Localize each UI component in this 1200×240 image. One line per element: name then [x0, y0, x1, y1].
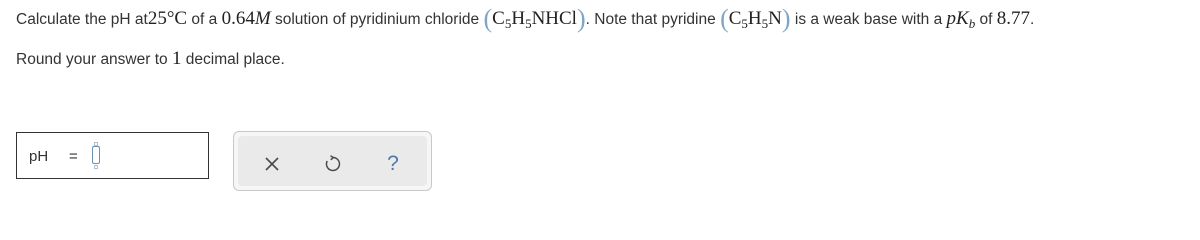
salt-h-sub: 5 [525, 16, 532, 31]
answer-label: pH [29, 148, 49, 165]
left-paren: ( [483, 4, 493, 33]
question-solution-text: solution of pyridinium chloride [270, 11, 484, 28]
base-formula [729, 8, 782, 30]
question-intro: Calculate the pH at [16, 11, 148, 28]
left-paren-2: ( [720, 4, 729, 33]
base-c: C [728, 8, 742, 29]
answer-input-box[interactable] [16, 132, 209, 179]
x-icon [264, 156, 280, 172]
right-paren-2: ) [781, 4, 791, 33]
rounding-text-before: Round your answer to [16, 51, 172, 68]
salt-c: C [492, 8, 505, 29]
salt-formula [492, 8, 577, 30]
temperature-value: 25 [147, 8, 167, 29]
rounding-text-after: decimal place. [181, 51, 285, 68]
undo-icon [323, 154, 343, 174]
question-note-text: . Note that pyridine [585, 11, 721, 28]
clear-button[interactable] [258, 150, 286, 178]
pkb-sub: b [968, 16, 976, 31]
salt-h: H [511, 8, 526, 29]
pkb-value: 8.77 [996, 8, 1030, 29]
concentration-unit [255, 8, 271, 30]
answer-toolbar [233, 131, 432, 191]
question-of-text: of [975, 11, 997, 28]
question-weak-text: is a weak base with a [790, 11, 947, 28]
base-rest: N [768, 8, 782, 29]
molarity-symbol: M [254, 8, 271, 29]
salt-c-sub: 5 [504, 16, 512, 31]
question-of-a: of a [187, 11, 222, 28]
base-h-sub: 5 [761, 16, 769, 31]
right-paren: ) [576, 4, 586, 33]
answer-input-slot[interactable] [92, 146, 100, 164]
temperature-unit: °C [166, 8, 188, 29]
pkb-p: p [946, 8, 957, 29]
question-end: . [1030, 11, 1035, 28]
help-icon: ? [387, 152, 399, 175]
question-text [16, 3, 1035, 33]
help-button[interactable] [379, 150, 407, 178]
salt-rest: NHCl [531, 8, 577, 29]
toolbar-inner [238, 136, 427, 186]
pkb-symbol [947, 8, 976, 30]
base-c-sub: 5 [741, 16, 748, 31]
equals-sign: = [69, 148, 78, 165]
rounding-instruction [16, 48, 285, 70]
undo-button[interactable] [319, 150, 347, 178]
rounding-decimals: 1 [171, 48, 182, 69]
base-h: H [747, 8, 762, 29]
concentration-value: 0.64 [221, 8, 255, 29]
pkb-k: K [956, 8, 969, 29]
